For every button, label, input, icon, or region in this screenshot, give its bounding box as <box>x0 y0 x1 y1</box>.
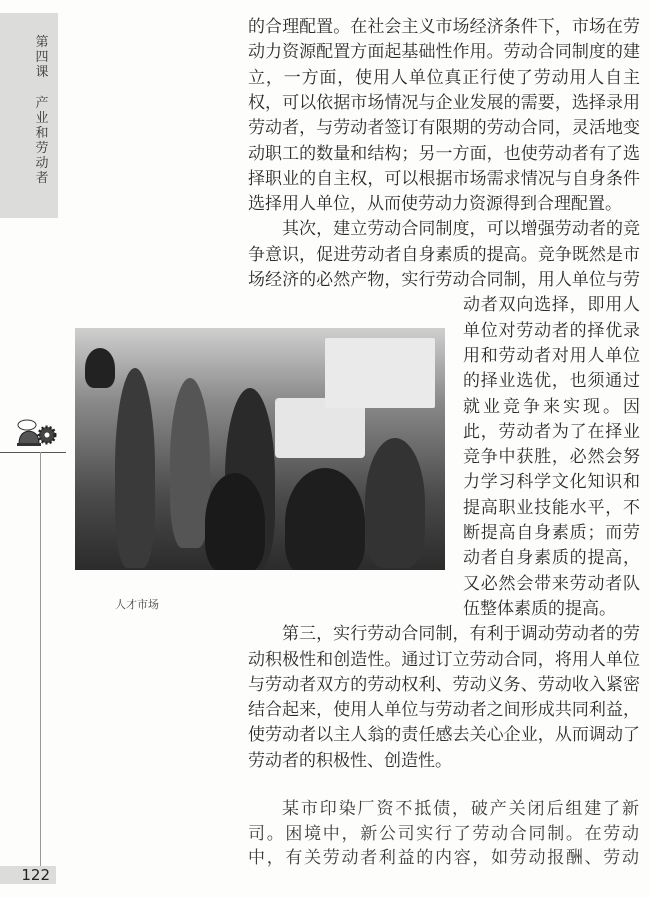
lesson-title: 产业和劳动者 <box>35 96 49 186</box>
text-line: 又必然会带来劳动者队 <box>463 573 640 594</box>
text-line: 的择业选优，也须通过 <box>463 371 640 392</box>
text-line: 使劳动者以主人翁的责任感去关心企业，从而调动了 <box>248 725 640 746</box>
text-line: 竞争中获胜，必然会努 <box>463 447 640 468</box>
text-line: 动者自身素质的提高， <box>463 548 640 569</box>
text-line: 立，一方面，使用人单位真正行使了劳动用人自主 <box>248 67 640 88</box>
text-line: 动者双向选择，即用人 <box>463 295 640 316</box>
text-line: 权，可以依据市场情况与企业发展的需要，选择录用 <box>248 92 640 113</box>
margin-vertical-rule <box>40 452 41 868</box>
text-line: 单位对劳动者的择优录 <box>463 320 640 341</box>
text-line: 力学习科学文化知识和 <box>463 472 640 493</box>
page-number: 122 <box>0 866 56 884</box>
text-line: 劳动者，与劳动者签订有限期的劳动合同，灵活地变 <box>248 118 640 139</box>
text-line: 动力资源配置方面起基础性作用。劳动合同制度的建 <box>248 42 640 63</box>
text-line: 就业竞争来实现。因 <box>463 396 640 417</box>
text-line: 结合起来，使用人单位与劳动者之间形成共同利益， <box>248 700 640 721</box>
text-line: 提高职业技能水平，不 <box>463 497 640 518</box>
text-line: 中，有关劳动者利益的内容，如劳动报酬、劳动 <box>248 848 640 868</box>
text-line: 第三，实行劳动合同制，有利于调动劳动者的劳 <box>282 624 640 645</box>
chapter-sidebar <box>0 13 58 218</box>
text-line: 劳动者的积极性、创造性。 <box>248 750 452 771</box>
text-line: 司。困境中，新公司实行了劳动合同制。在劳动 <box>248 823 640 844</box>
text-line: 伍整体素质的提高。 <box>463 598 616 619</box>
text-line: 择职业的自主权，可以根据市场需求情况与自身条件 <box>248 168 640 189</box>
text-line: 动积极性和创造性。通过订立劳动合同，将用人单位 <box>248 649 640 670</box>
text-line: 场经济的必然产物，实行劳动合同制，用人单位与劳 <box>248 270 640 290</box>
text-line: 选择用人单位，从而使劳动力资源得到合理配置。 <box>248 194 622 215</box>
text-line: 的合理配置。在社会主义市场经济条件下，市场在劳 <box>248 17 640 37</box>
text-line: 与劳动者双方的劳动权利、劳动义务、劳动收入紧密 <box>248 674 640 695</box>
text-line: 动职工的数量和结构；另一方面，也使劳动者有了选 <box>248 143 640 164</box>
text-line: 争意识，促进劳动者自身素质的提高。竞争既然是市 <box>248 244 640 265</box>
text-line: 其次，建立劳动合同制度，可以增强劳动者的竞 <box>282 219 640 240</box>
photo-caption: 人才市场 <box>115 598 159 611</box>
margin-rule <box>0 452 66 453</box>
chapter-label <box>34 35 50 186</box>
text-line: 此，劳动者为了在择业 <box>463 421 640 442</box>
text-line: 断提高自身素质；而劳 <box>463 523 640 543</box>
text-line: 用和劳动者对用人单位 <box>463 345 640 366</box>
thinking-gear-icon <box>15 418 57 448</box>
talent-market-photo <box>75 328 445 570</box>
lesson-number: 第四课 <box>35 35 49 80</box>
text-line: 某市印染厂资不抵债，破产关闭后组建了新 <box>282 799 640 819</box>
